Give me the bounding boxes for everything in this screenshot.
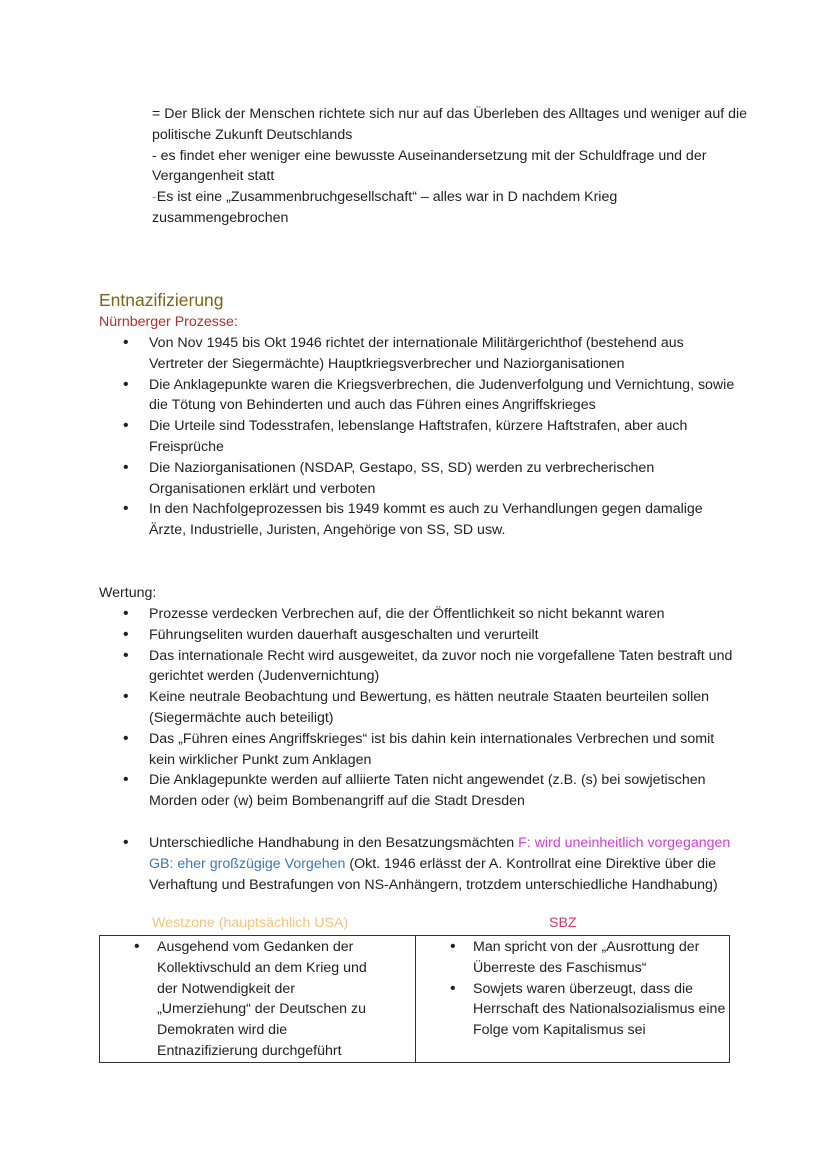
intro-line xyxy=(152,187,752,229)
west-cell xyxy=(100,936,416,1063)
prozesse-list xyxy=(149,333,739,541)
wertung-label: Wertung: xyxy=(99,585,157,601)
sbz-cell xyxy=(416,936,730,1063)
table-row xyxy=(100,936,730,1063)
section-subtitle: Nürnberger Prozesse: xyxy=(99,314,238,330)
handhabung-list xyxy=(149,833,739,895)
list-item: • Sowjets waren überzeugt, dass die Herrschaft des Nationalsozialismus eine Folge vom Kapitalismus sei xyxy=(473,979,729,1041)
list-item: • Man spricht von der „Ausrottung der Überreste des Faschismus“ xyxy=(473,937,729,979)
list-item: • In den Nachfolgeprozessen bis 1949 kommt es auch zu Verhandlungen gegen damalige Ärzte, Industrielle, Juristen, Angehörige von SS, SD usw. xyxy=(149,499,739,541)
list-item: • Die Naziorganisationen (NSDAP, Gestapo, SS, SD) werden zu verbrecherischen Organisationen erklärt und verboten xyxy=(149,458,739,500)
list-item: • Keine neutrale Beobachtung und Bewertung, es hätten neutrale Staaten beurteilen sollen (Siegermächte auch beteiligt) xyxy=(149,687,739,729)
france-note: F: wird uneinheitlich vorgegangen xyxy=(518,835,731,851)
orange-dash: - xyxy=(152,189,157,206)
west-list xyxy=(100,937,415,1062)
list-item: • Die Anklagepunkte werden auf alliierte Taten nicht angewendet (z.B. (s) bei sowjetischen Morden oder (w) beim Bombenangriff auf die Stadt Dresden xyxy=(149,770,739,812)
section-title: Entnazifizierung xyxy=(99,290,224,310)
list-item: • Das internationale Recht wird ausgeweitet, da zuvor noch nie vorgefallene Taten bestraft und gerichtet werden (Judenvernichtung) xyxy=(149,646,739,688)
list-item: • Von Nov 1945 bis Okt 1946 richtet der internationale Militärgerichthof (bestehend aus Vertreter der Siegermächte) Hauptkriegsverbrecher und Naziorganisationen xyxy=(149,333,739,375)
list-item: • Ausgehend vom Gedanken der Kollektivschuld an dem Krieg und der Notwendigkeit der „Umerziehung“ der Deutschen zu Demokraten wird die Entnazifizierung durchgeführt xyxy=(157,937,385,1062)
intro-line: = Der Blick der Menschen richtete sich nur auf das Überleben des Alltages und weniger auf die politische Zukunft Deutschlands xyxy=(152,106,748,143)
list-item: • Führungseliten wurden dauerhaft ausgeschalten und verurteilt xyxy=(149,625,739,646)
intro-line-text: Es ist eine „Zusammenbruchgesellschaft“ – alles war in D nachdem Krieg zusammengebrochen xyxy=(152,189,618,226)
list-item: • Die Urteile sind Todesstrafen, lebenslange Haftstrafen, kürzere Haftstrafen, aber auch Freisprüche xyxy=(149,416,739,458)
west-header: Westzone (hauptsächlich USA) xyxy=(152,915,349,931)
list-item: • Die Anklagepunkte waren die Kriegsverbrechen, die Judenverfolgung und Vernichtung, sowie die Tötung von Behinderten und auch das Führen eines Angriffskrieges xyxy=(149,375,739,417)
handhabung-intro: Unterschiedliche Handhabung in den Besatzungsmächten xyxy=(149,835,515,851)
list-item xyxy=(149,833,739,895)
sbz-list xyxy=(416,937,729,1041)
intro-line: - es findet eher weniger eine bewusste Auseinandersetzung mit der Schuldfrage und der Vergangenheit statt xyxy=(152,147,707,185)
comparison-table xyxy=(99,935,730,1063)
intro-block xyxy=(152,104,752,229)
wertung-list xyxy=(149,604,739,812)
sbz-header: SBZ xyxy=(549,915,577,931)
list-item: • Das „Führen eines Angriffskrieges“ ist bis dahin kein internationales Verbrechen und somit kein wirklicher Punkt zum Anklagen xyxy=(149,729,739,771)
handhabung-rest: (Okt. 1946 erlässt der A. Kontrollrat eine Direktive über die Verhaftung und Bestrafungen von NS-Anhängern, trotzdem unterschiedliche Handhabung) xyxy=(149,855,718,893)
gb-note: GB: eher großzügige Vorgehen xyxy=(149,855,346,872)
list-item: • Prozesse verdecken Verbrechen auf, die der Öffentlichkeit so nicht bekannt waren xyxy=(149,604,739,625)
